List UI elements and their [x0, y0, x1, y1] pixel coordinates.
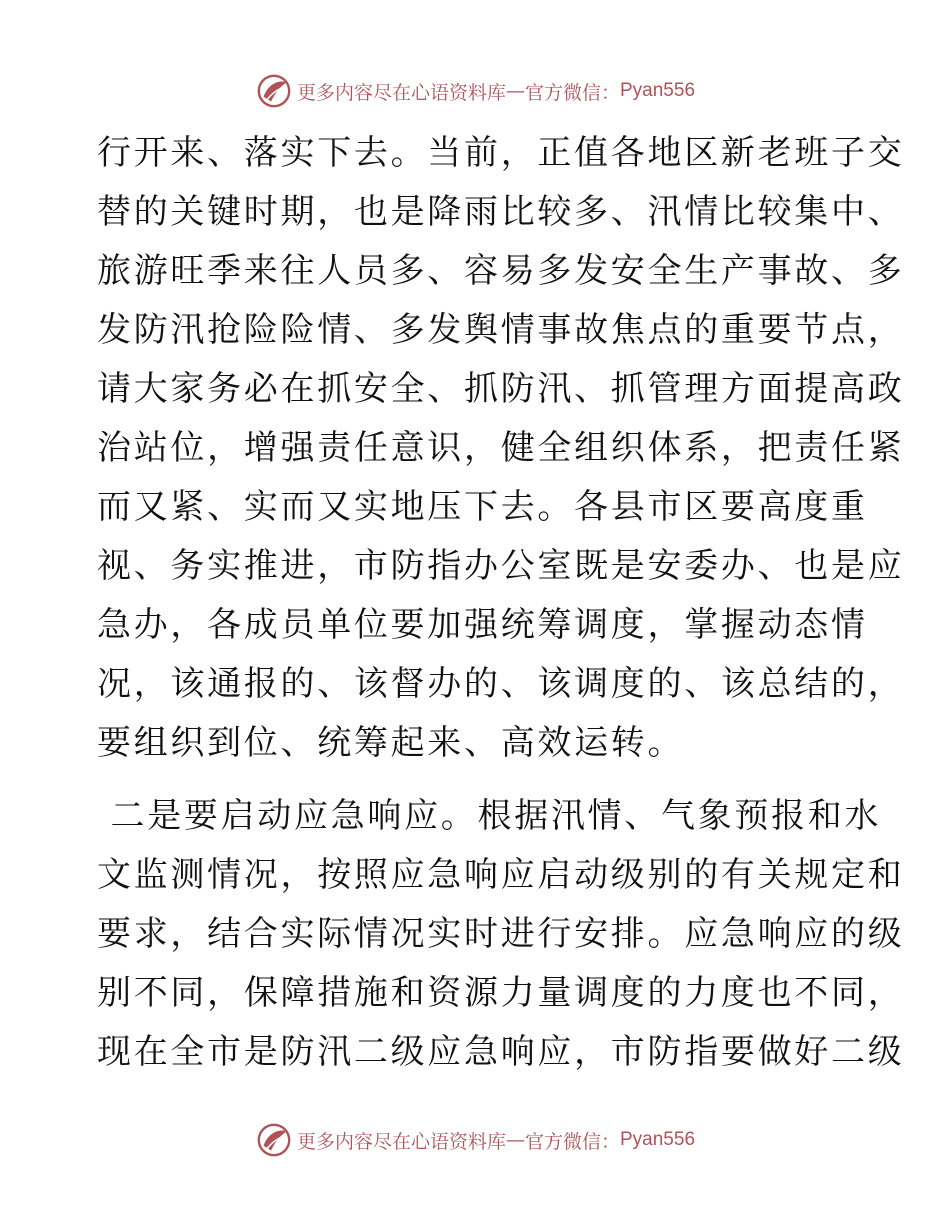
text-line: 文监测情况，按照应急响应启动级别的有关规定和 [97, 855, 905, 895]
text-line: 要组织到位、统筹起来、高效运转。 [97, 723, 685, 763]
paragraph [97, 787, 905, 1082]
text-line: 行开来、落实下去。当前，正值各地区新老班子交 [97, 133, 905, 173]
banner-separator: — [505, 1129, 525, 1151]
banner-separator: — [505, 80, 525, 102]
banner-wechat-id: Pyan556 [620, 80, 696, 101]
banner-site-text: 更多内容尽在心语资料库 [296, 81, 506, 104]
header-banner [0, 71, 950, 111]
footer-banner [0, 1120, 950, 1160]
text-line: 治站位，增强责任意识，健全组织体系，把责任紧 [97, 428, 905, 468]
paragraph-spacer [97, 773, 857, 787]
text-line: 视、务实推进，市防指办公室既是安委办、也是应 [97, 546, 905, 586]
paragraph [97, 124, 905, 773]
banner-site-text: 更多内容尽在心语资料库 [296, 1130, 506, 1153]
text-line: 急办，各成员单位要加强统筹调度，掌握动态情 [97, 605, 868, 645]
leaf-swirl-logo-icon [255, 1121, 293, 1159]
leaf-swirl-logo-icon [255, 72, 293, 110]
text-line: 而又紧、实而又实地压下去。各县市区要高度重 [97, 487, 868, 527]
banner-wechat-id: Pyan556 [620, 1129, 696, 1150]
text-line: 替的关键时期，也是降雨比较多、汛情比较集中、 [97, 192, 905, 232]
text-line: 二是要启动应急响应。根据汛情、气象预报和水 [97, 796, 882, 836]
document-body [97, 124, 905, 1082]
banner-wechat-label: 官方微信： [524, 81, 620, 104]
text-line: 况，该通报的、该督办的、该调度的、该总结的， [97, 664, 905, 704]
text-line: 请大家务必在抓安全、抓防汛、抓管理方面提高政 [97, 369, 905, 409]
text-line: 别不同，保障措施和资源力量调度的力度也不同， [97, 973, 905, 1013]
text-line: 旅游旺季来往人员多、容易多发安全生产事故、多 [97, 251, 905, 291]
text-line: 现在全市是防汛二级应急响应，市防指要做好二级 [97, 1032, 905, 1072]
text-line: 发防汛抢险险情、多发舆情事故焦点的重要节点， [97, 310, 905, 350]
text-line: 要求，结合实际情况实时进行安排。应急响应的级 [97, 914, 905, 954]
banner-wechat-label: 官方微信： [524, 1130, 620, 1153]
